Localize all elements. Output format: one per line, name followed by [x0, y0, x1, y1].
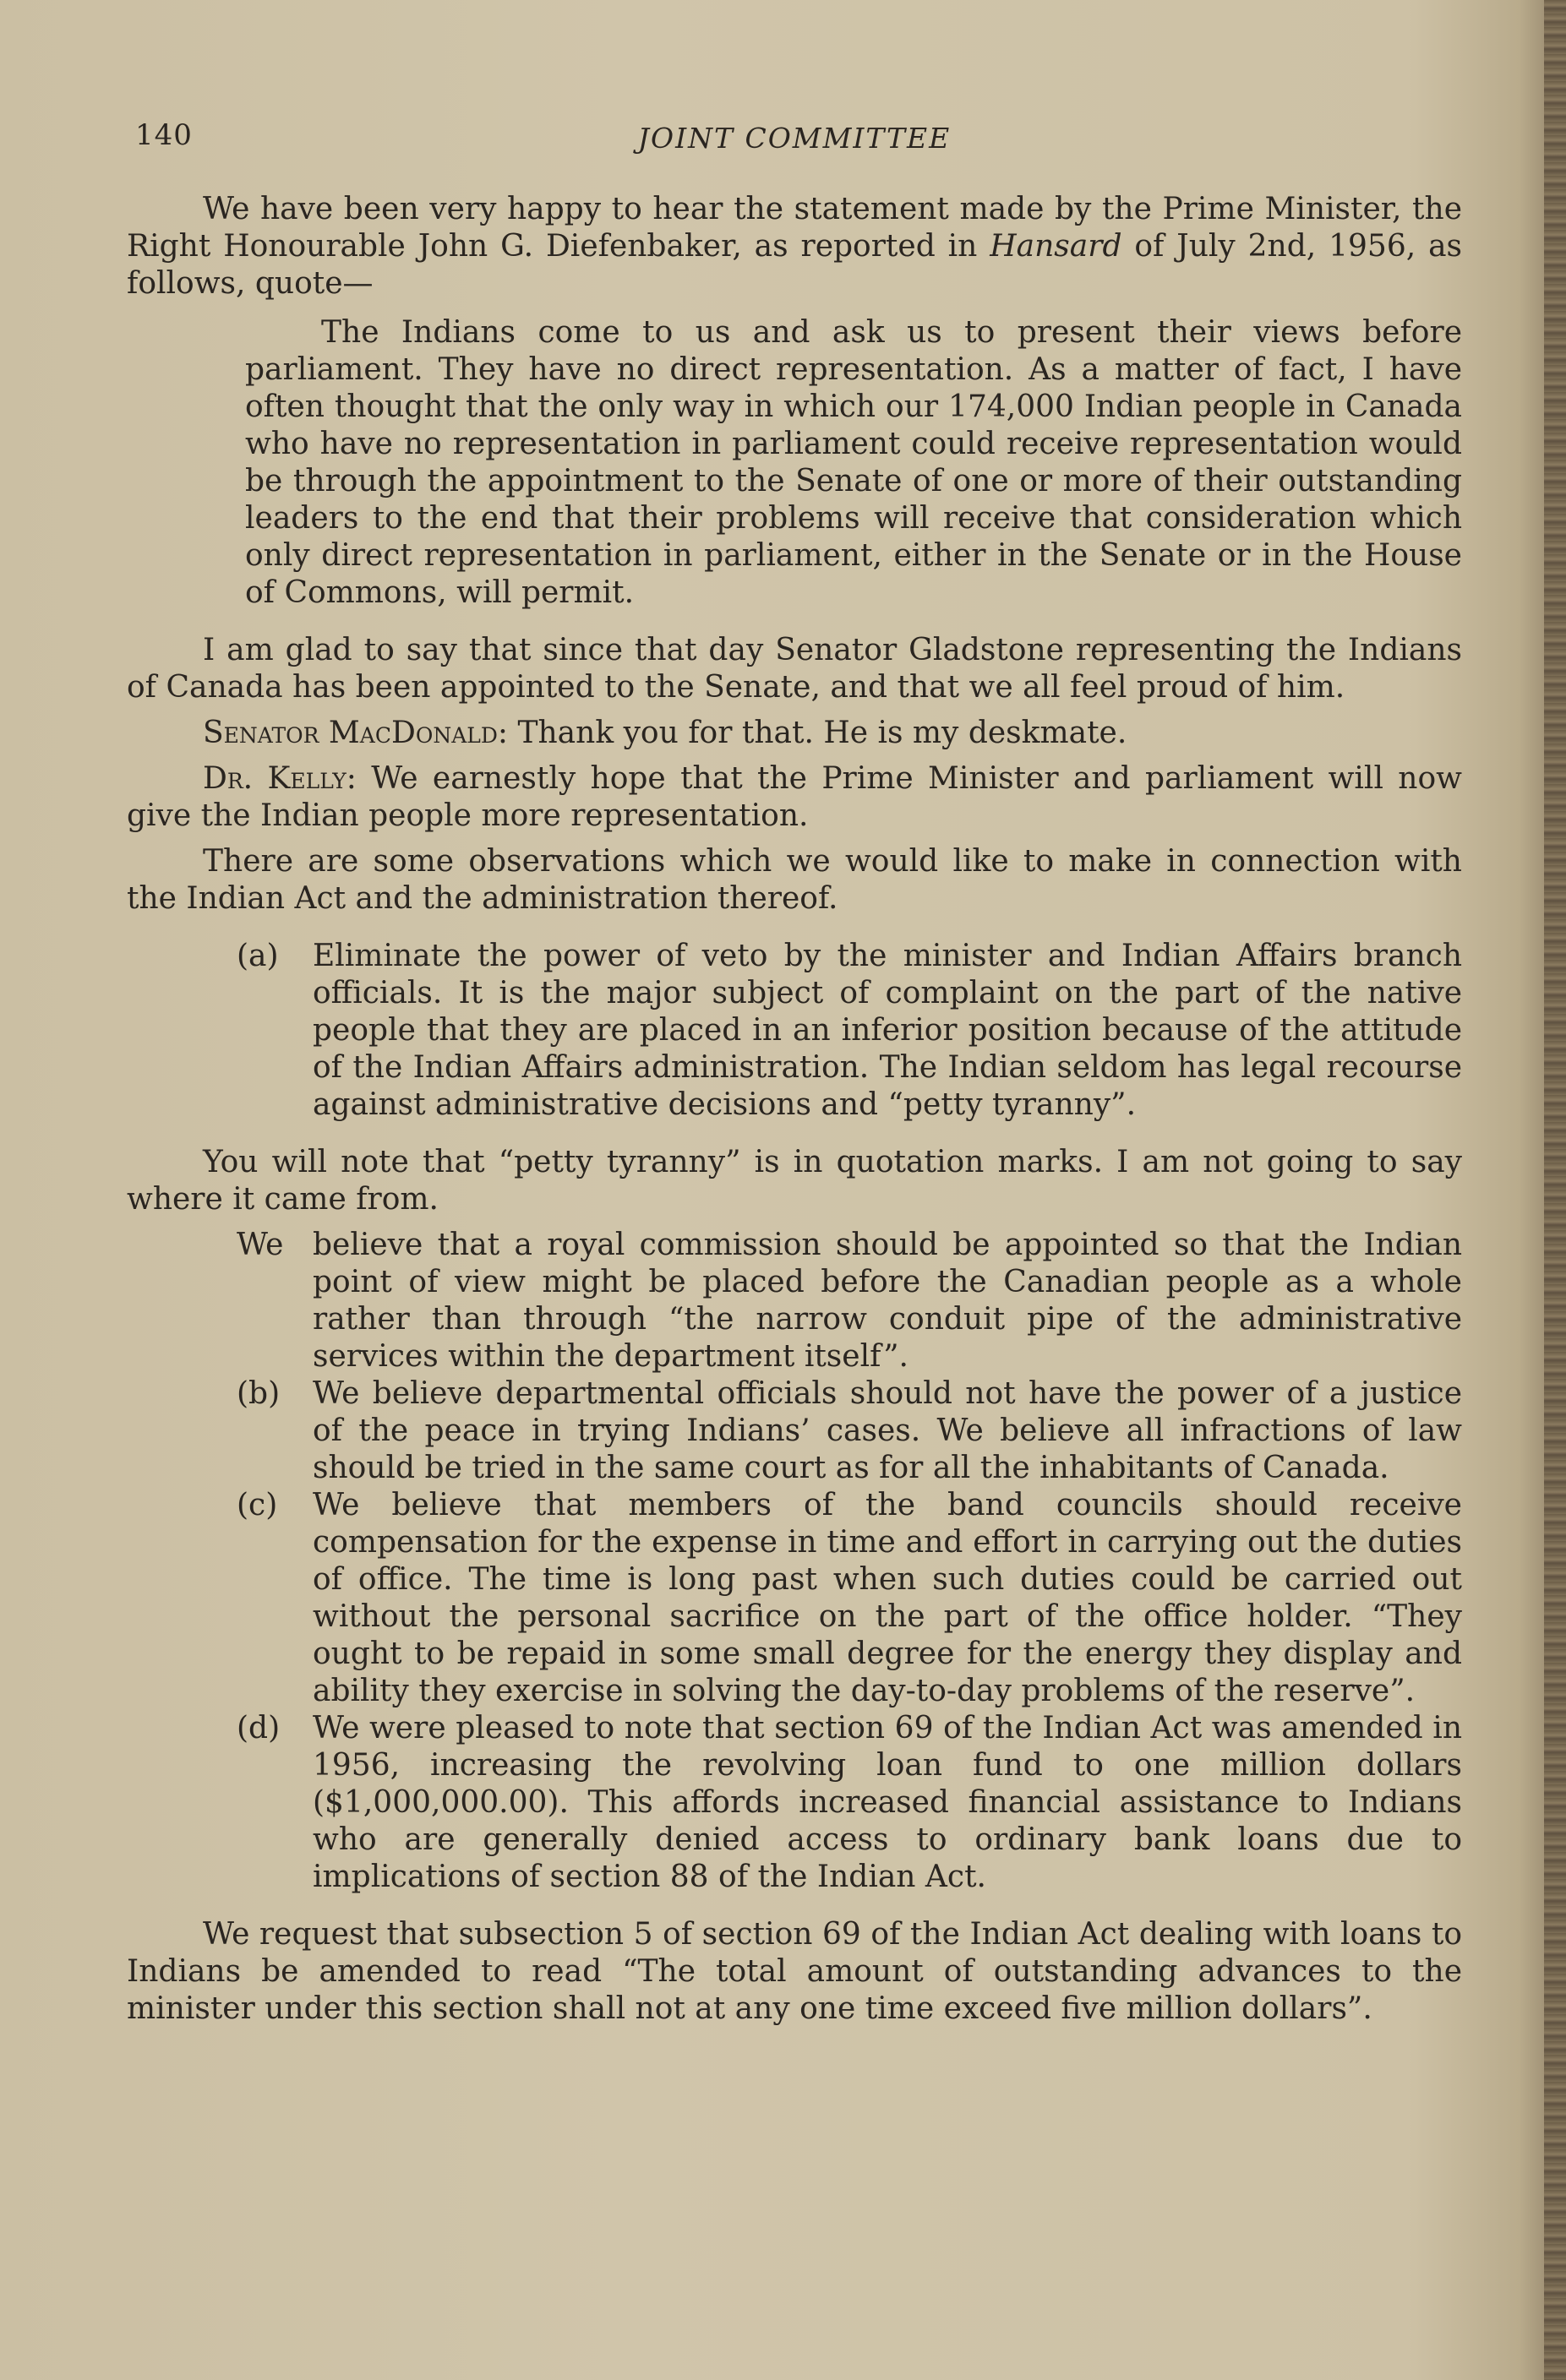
paragraph-intro-end: of July 2nd, 1956, as follows, quote— [127, 229, 1463, 301]
speaker-kelly: Dr. Kelly: [203, 761, 357, 796]
paragraph-observations: There are some observations which we would like to make in connection with the Indian Act and the administration thereof. [127, 844, 1462, 916]
item-a-label: (a) [237, 939, 279, 973]
list-item-a [127, 938, 1462, 1124]
item-c-label: (c) [237, 1488, 278, 1522]
paragraph-petty-tyranny: You will note that “petty tyranny” is in quotation marks. I am not going to say where it came from. [127, 1145, 1462, 1217]
list-item-d [127, 1710, 1462, 1896]
paragraph-request: We request that subsection 5 of section 69 of the Indian Act dealing with loans to Indians be amended to read “The total amount of outstanding advances to the minister under this section shall not at any one time exceed five million dollars”. [127, 1917, 1462, 2026]
kelly-text: We earnestly hope that the Prime Minister and parliament will now give the Indian people more representation. [127, 761, 1462, 833]
item-b-text: We believe departmental officials should not have the power of a justice of the peace in trying Indians’ cases. We believe all infractions of law should be tried in the same court as for all the inhabitants of Canada. [313, 1376, 1462, 1485]
hansard-italic: Hansard [990, 229, 1122, 264]
paragraph-intro [127, 191, 1462, 302]
list-item-b [127, 1375, 1462, 1487]
paragraph-gladstone: I am glad to say that since that day Senator Gladstone representing the Indians of Canada has been appointed to the Senate, and that we all feel proud of him. [127, 633, 1462, 705]
list-item-royal-commission [127, 1227, 1462, 1375]
item-c-text: We believe that members of the band councils should receive compensation for the expense in time and effort in carrying out the duties of office. The time is long past when such duties could be carried out without the personal sacrifice on the part of the office holder. “They ought to be repaid in some small degree for the energy they display and ability they exercise in solving the day-to-day problems of the reserve”. [313, 1488, 1462, 1708]
block-quote: The Indians come to us and ask us to present their views before parliament. They have no direct representation. As a matter of fact, I have often thought that the only way in which our 174,000 Indian people in Canada who have no representation in parliament could receive representation would be through the appointment to the Senate of one or more of their outstanding leaders to the end that their problems will receive that consideration which only direct representation in parliament, either in the Senate or in the House of Commons, will permit. [245, 315, 1462, 610]
page-body [127, 191, 1462, 2028]
item-a-text: Eliminate the power of veto by the minister and Indian Affairs branch officials. It is the major subject of complaint on the part of the native people that they are placed in an inferior position because of the attitude of the Indian Affairs administration. The Indian seldom has legal recourse against administrative decisions and “petty tyranny”. [313, 939, 1462, 1122]
paragraph-kelly [127, 760, 1462, 835]
page-number: 140 [135, 118, 193, 152]
page-edge [1544, 0, 1566, 2380]
item-d-text: We were pleased to note that section 69 of the Indian Act was amended in 1956, increasing the revolving loan fund to one million dollars ($1,000,000.00). This affords increased financial assistance to Indians who are generally denied access to ordinary bank loans due to implications of section 88 of the Indian Act. [313, 1711, 1462, 1894]
paragraph-macdonald [127, 715, 1462, 752]
macdonald-text: Thank you for that. He is my deskmate. [508, 716, 1127, 750]
page-header [135, 118, 1454, 161]
speaker-macdonald: Senator MacDonald: [203, 716, 509, 750]
item-we-text: believe that a royal commission should be appointed so that the Indian point of view might be placed before the Canadian people as a whole rather than through “the narrow conduit pipe of the administrative services within the department itself”. [313, 1228, 1462, 1374]
item-d-label: (d) [237, 1711, 281, 1746]
paragraph-intro-text: We have been very happy to hear the statement made by the Prime Minister, the Right Honourable John G. Diefenbaker, as reported in [127, 192, 1462, 264]
item-b-label: (b) [237, 1376, 281, 1411]
item-we-label: We [237, 1228, 284, 1262]
list-item-c [127, 1487, 1462, 1710]
running-head: JOINT COMMITTEE [637, 122, 952, 155]
